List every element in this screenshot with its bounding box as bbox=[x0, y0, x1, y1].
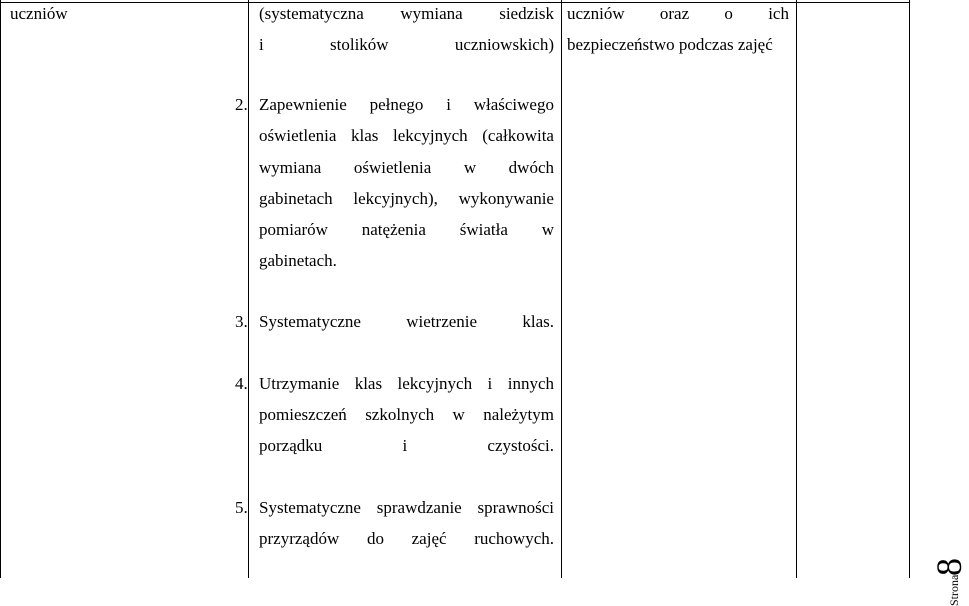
word: klas bbox=[351, 126, 379, 145]
word: wietrzenie bbox=[406, 312, 478, 331]
word: uczniów bbox=[10, 4, 68, 23]
word: lekcyjnych bbox=[393, 126, 468, 145]
word: stolików bbox=[330, 35, 389, 54]
list-item-line bbox=[259, 529, 554, 549]
word: oraz bbox=[659, 4, 690, 23]
word: w bbox=[452, 405, 465, 424]
word: gabinetach. bbox=[259, 251, 337, 270]
cell-text-line bbox=[10, 4, 68, 24]
footer-label: Strona bbox=[947, 574, 961, 606]
word: ich bbox=[768, 4, 789, 23]
word: uczniów bbox=[567, 4, 625, 23]
word: Systematyczne bbox=[259, 498, 361, 517]
table-top-border bbox=[0, 2, 910, 3]
cell-text-line bbox=[567, 35, 773, 55]
word: Zapewnienie bbox=[259, 95, 347, 114]
word: i bbox=[446, 95, 451, 114]
list-item-line bbox=[259, 498, 554, 518]
word: zajęć bbox=[411, 529, 447, 548]
word: pomieszczeń bbox=[259, 405, 347, 424]
word: klas bbox=[354, 374, 383, 393]
list-item-line bbox=[259, 220, 554, 240]
list-item-line bbox=[259, 126, 554, 146]
word: Utrzymanie bbox=[259, 374, 340, 393]
word: oświetlenia bbox=[259, 126, 337, 145]
list-item-number: 2. bbox=[235, 95, 248, 114]
list-item-number: 3. bbox=[235, 312, 248, 331]
word: o bbox=[724, 4, 733, 23]
word: światła bbox=[459, 220, 508, 239]
word: Systematyczne bbox=[259, 312, 361, 331]
column-divider-3 bbox=[796, 0, 797, 578]
list-item-line bbox=[259, 158, 554, 178]
word: sprawności bbox=[477, 498, 554, 517]
word: ruchowych. bbox=[474, 529, 554, 548]
list-item-line bbox=[259, 312, 554, 332]
cell-text-line bbox=[567, 4, 789, 24]
table-left-border bbox=[0, 0, 1, 578]
word: wykonywanie bbox=[458, 189, 554, 208]
word: i bbox=[402, 436, 408, 455]
list-item-line bbox=[259, 374, 554, 394]
word: sprawdzanie bbox=[376, 498, 462, 517]
word: wymiana bbox=[400, 4, 463, 23]
word: wymiana bbox=[259, 158, 322, 177]
cell-text-line bbox=[259, 35, 554, 55]
word: i bbox=[259, 35, 264, 54]
cell-text-line bbox=[259, 4, 554, 24]
list-item-line bbox=[259, 189, 554, 209]
table-right-border bbox=[909, 0, 910, 578]
word: pełnego bbox=[369, 95, 424, 114]
word: (całkowita bbox=[482, 126, 554, 145]
word: szkolnych bbox=[365, 405, 435, 424]
word: klas. bbox=[522, 312, 554, 331]
word: właściwego bbox=[473, 95, 554, 114]
word: lekcyjnych), bbox=[353, 189, 438, 208]
word: porządku bbox=[259, 436, 323, 455]
column-divider-2 bbox=[561, 0, 562, 578]
word: czystości. bbox=[487, 436, 554, 455]
list-item-number: 4. bbox=[235, 374, 248, 393]
list-item-line bbox=[259, 405, 554, 425]
list-item-line bbox=[259, 95, 554, 115]
word: dwóch bbox=[508, 158, 554, 177]
word: w bbox=[463, 158, 477, 177]
word: w bbox=[541, 220, 554, 239]
list-item-line bbox=[259, 436, 554, 456]
word: należytym bbox=[483, 405, 554, 424]
word: uczniowskich) bbox=[454, 35, 554, 54]
word: przyrządów bbox=[259, 529, 340, 548]
list-item-line bbox=[259, 251, 337, 271]
word: lekcyjnych bbox=[397, 374, 473, 393]
word: natężenia bbox=[361, 220, 426, 239]
word: (systematyczna bbox=[259, 4, 364, 23]
word: innych bbox=[507, 374, 554, 393]
word: oświetlenia bbox=[353, 158, 432, 177]
word: i bbox=[487, 374, 493, 393]
word: bezpieczeństwo podczas zajęć bbox=[567, 35, 773, 54]
list-item-number: 5. bbox=[235, 498, 248, 517]
word: pomiarów bbox=[259, 220, 328, 239]
footer-page-number: 8 bbox=[929, 558, 969, 576]
word: do bbox=[366, 529, 384, 548]
column-divider-1 bbox=[248, 0, 249, 578]
word: gabinetach bbox=[259, 189, 333, 208]
word: siedzisk bbox=[499, 4, 554, 23]
